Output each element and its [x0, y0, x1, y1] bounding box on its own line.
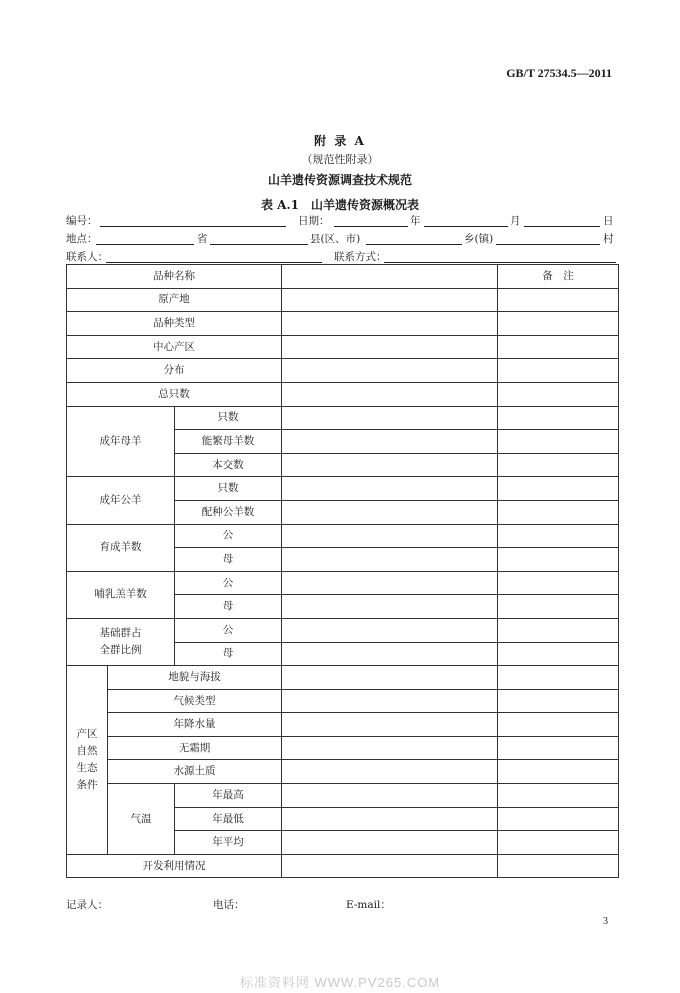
- county-label: 县(区、市): [310, 233, 361, 245]
- value-cell[interactable]: [282, 430, 498, 454]
- remark-cell[interactable]: [498, 477, 619, 501]
- province-label: 省: [197, 233, 208, 245]
- table-title: 表 A.1 山羊遗传资源概况表: [260, 198, 420, 212]
- base-ratio-line-1: 基础群占: [99, 627, 142, 640]
- remark-cell[interactable]: [498, 548, 619, 572]
- day-label: 日: [603, 215, 614, 227]
- value-cell[interactable]: [282, 500, 498, 524]
- location-label: 地点：: [66, 233, 98, 245]
- remark-header: 备 注: [498, 265, 619, 289]
- value-cell[interactable]: [282, 831, 498, 855]
- value-cell[interactable]: [282, 736, 498, 760]
- contact-line[interactable]: [106, 262, 322, 263]
- day-line[interactable]: [524, 226, 600, 227]
- village-label: 村: [603, 233, 614, 245]
- female-label: 母: [175, 548, 282, 572]
- remark-cell[interactable]: [498, 430, 619, 454]
- remark-cell[interactable]: [498, 524, 619, 548]
- number-label: 编号：: [66, 215, 98, 227]
- male-label: 公: [175, 524, 282, 548]
- female-label: 母: [175, 642, 282, 666]
- value-cell[interactable]: [282, 312, 498, 336]
- remark-cell[interactable]: [498, 335, 619, 359]
- adult-ram-label: 成年公羊: [67, 477, 175, 524]
- rainfall-label: 年降水量: [108, 713, 282, 737]
- value-cell[interactable]: [282, 382, 498, 406]
- spec-title: 山羊遗传资源调查技术规范: [267, 173, 412, 187]
- year-label: 年: [410, 215, 421, 227]
- ewe-count-label: 只数: [175, 406, 282, 430]
- value-cell[interactable]: [282, 807, 498, 831]
- value-cell[interactable]: [282, 335, 498, 359]
- remark-cell[interactable]: [498, 642, 619, 666]
- env-label: [67, 666, 108, 855]
- value-cell[interactable]: [282, 713, 498, 737]
- breeding-ram-label: 配种公羊数: [175, 500, 282, 524]
- standard-code: GB/T 27534.5—2011: [506, 66, 612, 80]
- month-line[interactable]: [424, 226, 508, 227]
- township-label: 乡(镇): [464, 233, 494, 245]
- temp-avg-label: 年平均: [175, 831, 282, 855]
- remark-cell[interactable]: [498, 666, 619, 690]
- center-area-label: 中心产区: [67, 335, 282, 359]
- value-cell[interactable]: [282, 618, 498, 642]
- water-soil-label: 水源土质: [108, 760, 282, 784]
- env-line-4: 条件: [76, 778, 98, 791]
- total-label: 总只数: [67, 382, 282, 406]
- recorder-label: 记录人：: [66, 899, 108, 911]
- value-cell[interactable]: [282, 760, 498, 784]
- utilization-label: 开发利用情况: [67, 854, 282, 878]
- township-line[interactable]: [366, 244, 462, 245]
- temperature-label: 气温: [108, 784, 175, 855]
- remark-cell[interactable]: [498, 312, 619, 336]
- value-cell[interactable]: [282, 524, 498, 548]
- env-line-3: 生态: [76, 761, 98, 774]
- origin-label: 原产地: [67, 288, 282, 312]
- number-line[interactable]: [100, 226, 286, 227]
- remark-cell[interactable]: [498, 500, 619, 524]
- remark-cell[interactable]: [498, 571, 619, 595]
- remark-cell[interactable]: [498, 359, 619, 383]
- base-ratio-label: [67, 618, 175, 665]
- remark-cell[interactable]: [498, 595, 619, 619]
- remark-cell[interactable]: [498, 713, 619, 737]
- remark-cell[interactable]: [498, 784, 619, 808]
- page-number: 3: [603, 916, 608, 927]
- value-cell[interactable]: [282, 477, 498, 501]
- province-line[interactable]: [96, 244, 194, 245]
- year-line[interactable]: [334, 226, 408, 227]
- value-cell[interactable]: [282, 359, 498, 383]
- kids-label: 哺乳羔羊数: [67, 571, 175, 618]
- contact-method-label: 联系方式：: [334, 251, 387, 263]
- female-label: 母: [175, 595, 282, 619]
- breed-name-header: 品种名称: [67, 265, 282, 289]
- value-cell[interactable]: [282, 265, 498, 289]
- temp-min-label: 年最低: [175, 807, 282, 831]
- distribution-label: 分布: [67, 359, 282, 383]
- value-cell[interactable]: [282, 666, 498, 690]
- survey-table: [66, 264, 619, 878]
- value-cell[interactable]: [282, 854, 498, 878]
- breed-type-label: 品种类型: [67, 312, 282, 336]
- young-label: 育成羊数: [67, 524, 175, 571]
- contact-label: 联系人：: [66, 251, 108, 263]
- remark-cell[interactable]: [498, 406, 619, 430]
- watermark: 标准资料网 WWW.PV265.COM: [239, 975, 441, 990]
- terrain-label: 地貌与海拔: [108, 666, 282, 690]
- phone-label: 电话：: [213, 899, 245, 911]
- value-cell[interactable]: [282, 288, 498, 312]
- value-cell[interactable]: [282, 784, 498, 808]
- remark-cell[interactable]: [498, 453, 619, 477]
- base-ratio-line-2: 全群比例: [99, 644, 142, 656]
- env-line-1: 产区: [76, 728, 98, 741]
- value-cell[interactable]: [282, 548, 498, 572]
- adult-ewe-label: 成年母羊: [67, 406, 175, 477]
- village-line[interactable]: [496, 244, 600, 245]
- value-cell[interactable]: [282, 595, 498, 619]
- temp-max-label: 年最高: [175, 784, 282, 808]
- remark-cell[interactable]: [498, 854, 619, 878]
- remark-cell[interactable]: [498, 618, 619, 642]
- value-cell[interactable]: [282, 406, 498, 430]
- breeding-ewe-label: 能繁母羊数: [175, 430, 282, 454]
- remark-cell[interactable]: [498, 689, 619, 713]
- email-label: E-mail：: [346, 899, 391, 911]
- remark-cell[interactable]: [498, 807, 619, 831]
- ram-count-label: 只数: [175, 477, 282, 501]
- remark-cell[interactable]: [498, 382, 619, 406]
- date-label: 日期：: [298, 215, 330, 227]
- appendix-title: 附 录 A: [314, 134, 366, 148]
- frost-free-label: 无霜期: [108, 736, 282, 760]
- climate-label: 气候类型: [108, 689, 282, 713]
- male-label: 公: [175, 571, 282, 595]
- value-cell[interactable]: [282, 642, 498, 666]
- male-label: 公: [175, 618, 282, 642]
- value-cell[interactable]: [282, 689, 498, 713]
- value-cell[interactable]: [282, 571, 498, 595]
- remark-cell[interactable]: [498, 760, 619, 784]
- purebred-label: 本交数: [175, 453, 282, 477]
- month-label: 月: [510, 215, 521, 227]
- env-line-2: 自然: [76, 745, 98, 758]
- remark-cell[interactable]: [498, 288, 619, 312]
- normative-label: （规范性附录）: [301, 153, 379, 166]
- remark-cell[interactable]: [498, 736, 619, 760]
- remark-cell[interactable]: [498, 831, 619, 855]
- contact-method-line[interactable]: [384, 262, 616, 263]
- value-cell[interactable]: [282, 453, 498, 477]
- county-line[interactable]: [210, 244, 308, 245]
